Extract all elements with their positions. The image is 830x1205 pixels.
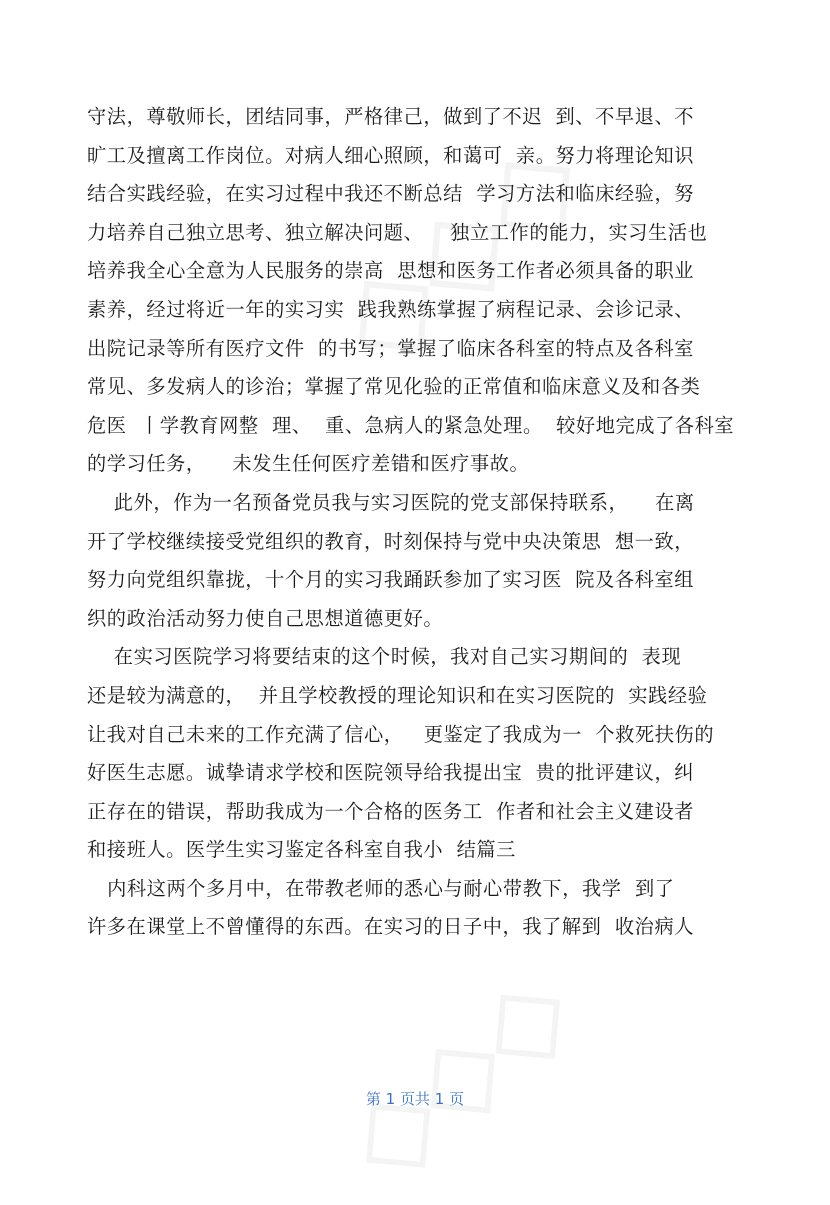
text-line: 守法，尊敬师长，团结同事，严格律己，做到了不迟 到、不早退、不 xyxy=(87,105,695,128)
text-line: 许多在课堂上不曾懂得的东西。在实习的日子中，我了解到 收治病人 xyxy=(87,915,695,939)
text-line: 还是较为满意的， 并且学校教授的理论知识和在实习医院的 实践经验 xyxy=(87,683,708,707)
text-line: 素养，经过将近一年的实习实 践我熟练掌握了病程记录、会诊记录、 xyxy=(87,297,695,321)
text-line: 好医生志愿。诚挚请求学校和医院领导给我提出宝 贵的批评建议，纠 xyxy=(87,761,695,785)
text-line: 出院记录等所有医疗文件 的书写；掌握了临床各科室的特点及各科室 xyxy=(87,336,695,360)
text-line: 织的政治活动努力使自己思想道德更好。 xyxy=(87,606,444,630)
text-line: 让我对自己未来的工作充满了信心， 更鉴定了我成为一 个救死扶伤的 xyxy=(87,722,715,746)
text-line: 力培养自己独立思考、独立解决问题、 独立工作的能力，实习生活也 xyxy=(87,220,708,244)
page-footer: 第 1 页共 1 页 xyxy=(365,1090,465,1108)
text-line: 在实习医院学习将要结束的这个时候，我对自己实习期间的 表现 xyxy=(87,645,682,669)
text-line: 结合实践经验，在实习过程中我还不断总结 学习方法和临床经验，努 xyxy=(87,182,695,206)
document-body xyxy=(87,98,747,947)
text-line: 此外，作为一名预备党员我与实习医院的党支部保持联系， 在离 xyxy=(87,490,695,514)
text-line: 旷工及擅离工作岗位。对病人细心照顾，和蔼可 亲。努力将理论知识 xyxy=(87,143,695,167)
text-line: 危医 丨学教育网整 理、 重、急病人的紧急处理。 较好地完成了各科室 xyxy=(87,413,735,437)
text-line: 和接班人。医学生实习鉴定各科室自我小 结篇三 xyxy=(87,838,516,862)
text-line: 内科这两个多月中，在带教老师的悉心与耐心带教下，我学 到了 xyxy=(87,876,675,900)
text-line: 常见、多发病人的诊治；掌握了常见化验的正常值和临床意义及和各类 xyxy=(87,375,701,399)
text-line: 开了学校继续接受党组织的教育，时刻保持与党中央决策思 想一致， xyxy=(87,529,695,553)
text-line: 培养我全心全意为人民服务的崇高 思想和医务工作者必须具备的职业 xyxy=(87,259,695,283)
text-line: 的学习任务， 未发生任何医疗差错和医疗事故。 xyxy=(87,452,530,476)
text-line: 正存在的错误，帮助我成为一个合格的医务工 作者和社会主义建设者 xyxy=(87,799,695,823)
text-line: 努力向党组织靠拢，十个月的实习我踊跃参加了实习医 院及各科室组 xyxy=(87,568,695,592)
watermark xyxy=(319,943,596,1204)
